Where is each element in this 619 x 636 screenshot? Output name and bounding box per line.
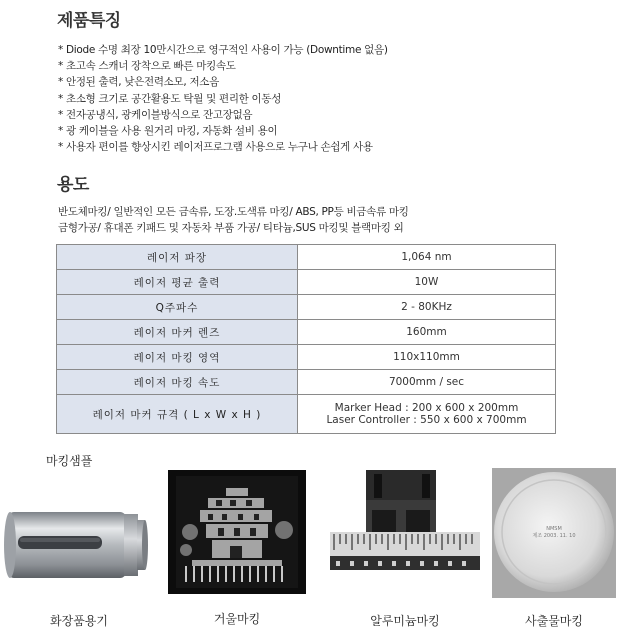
spec-value	[298, 395, 556, 434]
spec-value: 160mm	[298, 320, 556, 345]
spec-label: 레이저 마커 규격 ( L x W x H )	[57, 395, 298, 434]
sample-caption: 알루미늄마킹	[370, 614, 440, 628]
spec-value: 10W	[298, 270, 556, 295]
features-title: 제품특징	[57, 11, 121, 31]
sample-caption: 거울마킹	[213, 612, 261, 626]
spec-row	[57, 370, 556, 395]
feature-item: * 안정된 출력, 낮은전력소모, 저소음	[58, 76, 219, 89]
spec-value: 1,064 nm	[298, 245, 556, 270]
spec-value: 2 - 80KHz	[298, 295, 556, 320]
features-list	[58, 42, 388, 155]
feature-item: * 사용자 편이를 향상시킨 레이저프로그램 사용으로 누구나 손쉽게 사용	[58, 141, 373, 154]
spec-label: Q주파수	[57, 295, 298, 320]
usage-line: 반도체마킹/ 일반적인 모든 금속류, 도장.도색류 마킹/ ABS, PP등 비금속류 마킹	[58, 206, 409, 218]
spec-row	[57, 345, 556, 370]
usage-line: 금형가공/ 휴대폰 키패드 및 자동차 부품 가공/ 티타늄,SUS 마킹및 블랙마킹 외	[58, 222, 404, 234]
cap-label-line2: 제조 2003. 11. 10	[532, 533, 576, 539]
usage-text	[58, 204, 409, 236]
sample-caption: 화장품용기	[50, 614, 108, 628]
feature-item: * 광 케이블을 사용 원거리 마킹, 자동화 설비 용이	[58, 125, 278, 138]
spec-row	[57, 395, 556, 434]
spec-value: 110x110mm	[298, 345, 556, 370]
spec-row	[57, 270, 556, 295]
spec-label: 레이저 마킹 영역	[57, 345, 298, 370]
spec-value-line: Marker Head : 200 x 600 x 200mm	[334, 402, 519, 414]
spec-label: 레이저 평균 출력	[57, 270, 298, 295]
spec-row	[57, 320, 556, 345]
sample-caption: 사출물마킹	[525, 614, 583, 628]
feature-item: * Diode 수명 최장 10만시간으로 영구적인 사용이 가능 (Downtime 없음)	[58, 44, 388, 56]
cosmetic-container-photo	[4, 474, 152, 592]
injection-molded-part-photo	[492, 468, 616, 598]
feature-item: * 전자공냉식, 광케이블방식으로 잔고장없음	[58, 108, 253, 121]
cap-label-line1: NMSM	[546, 526, 562, 532]
spec-row	[57, 245, 556, 270]
spec-value: 7000mm / sec	[298, 370, 556, 395]
mirror-marking-photo	[168, 470, 306, 594]
spec-row	[57, 295, 556, 320]
feature-item: * 초고속 스캐너 장착으로 빠른 마킹속도	[58, 60, 236, 73]
feature-item: * 초소형 크기로 공간활용도 탁월 및 편리한 이동성	[58, 92, 282, 105]
spec-label: 레이저 마커 렌즈	[57, 320, 298, 345]
spec-value-line: Laser Controller : 550 x 600 x 700mm	[326, 414, 527, 426]
spec-table	[56, 244, 556, 434]
spec-label: 레이저 파장	[57, 245, 298, 270]
samples-title: 마킹샘플	[46, 454, 93, 468]
spec-label: 레이저 마킹 속도	[57, 370, 298, 395]
usage-title: 용도	[57, 175, 89, 195]
aluminum-marking-photo	[330, 470, 480, 594]
